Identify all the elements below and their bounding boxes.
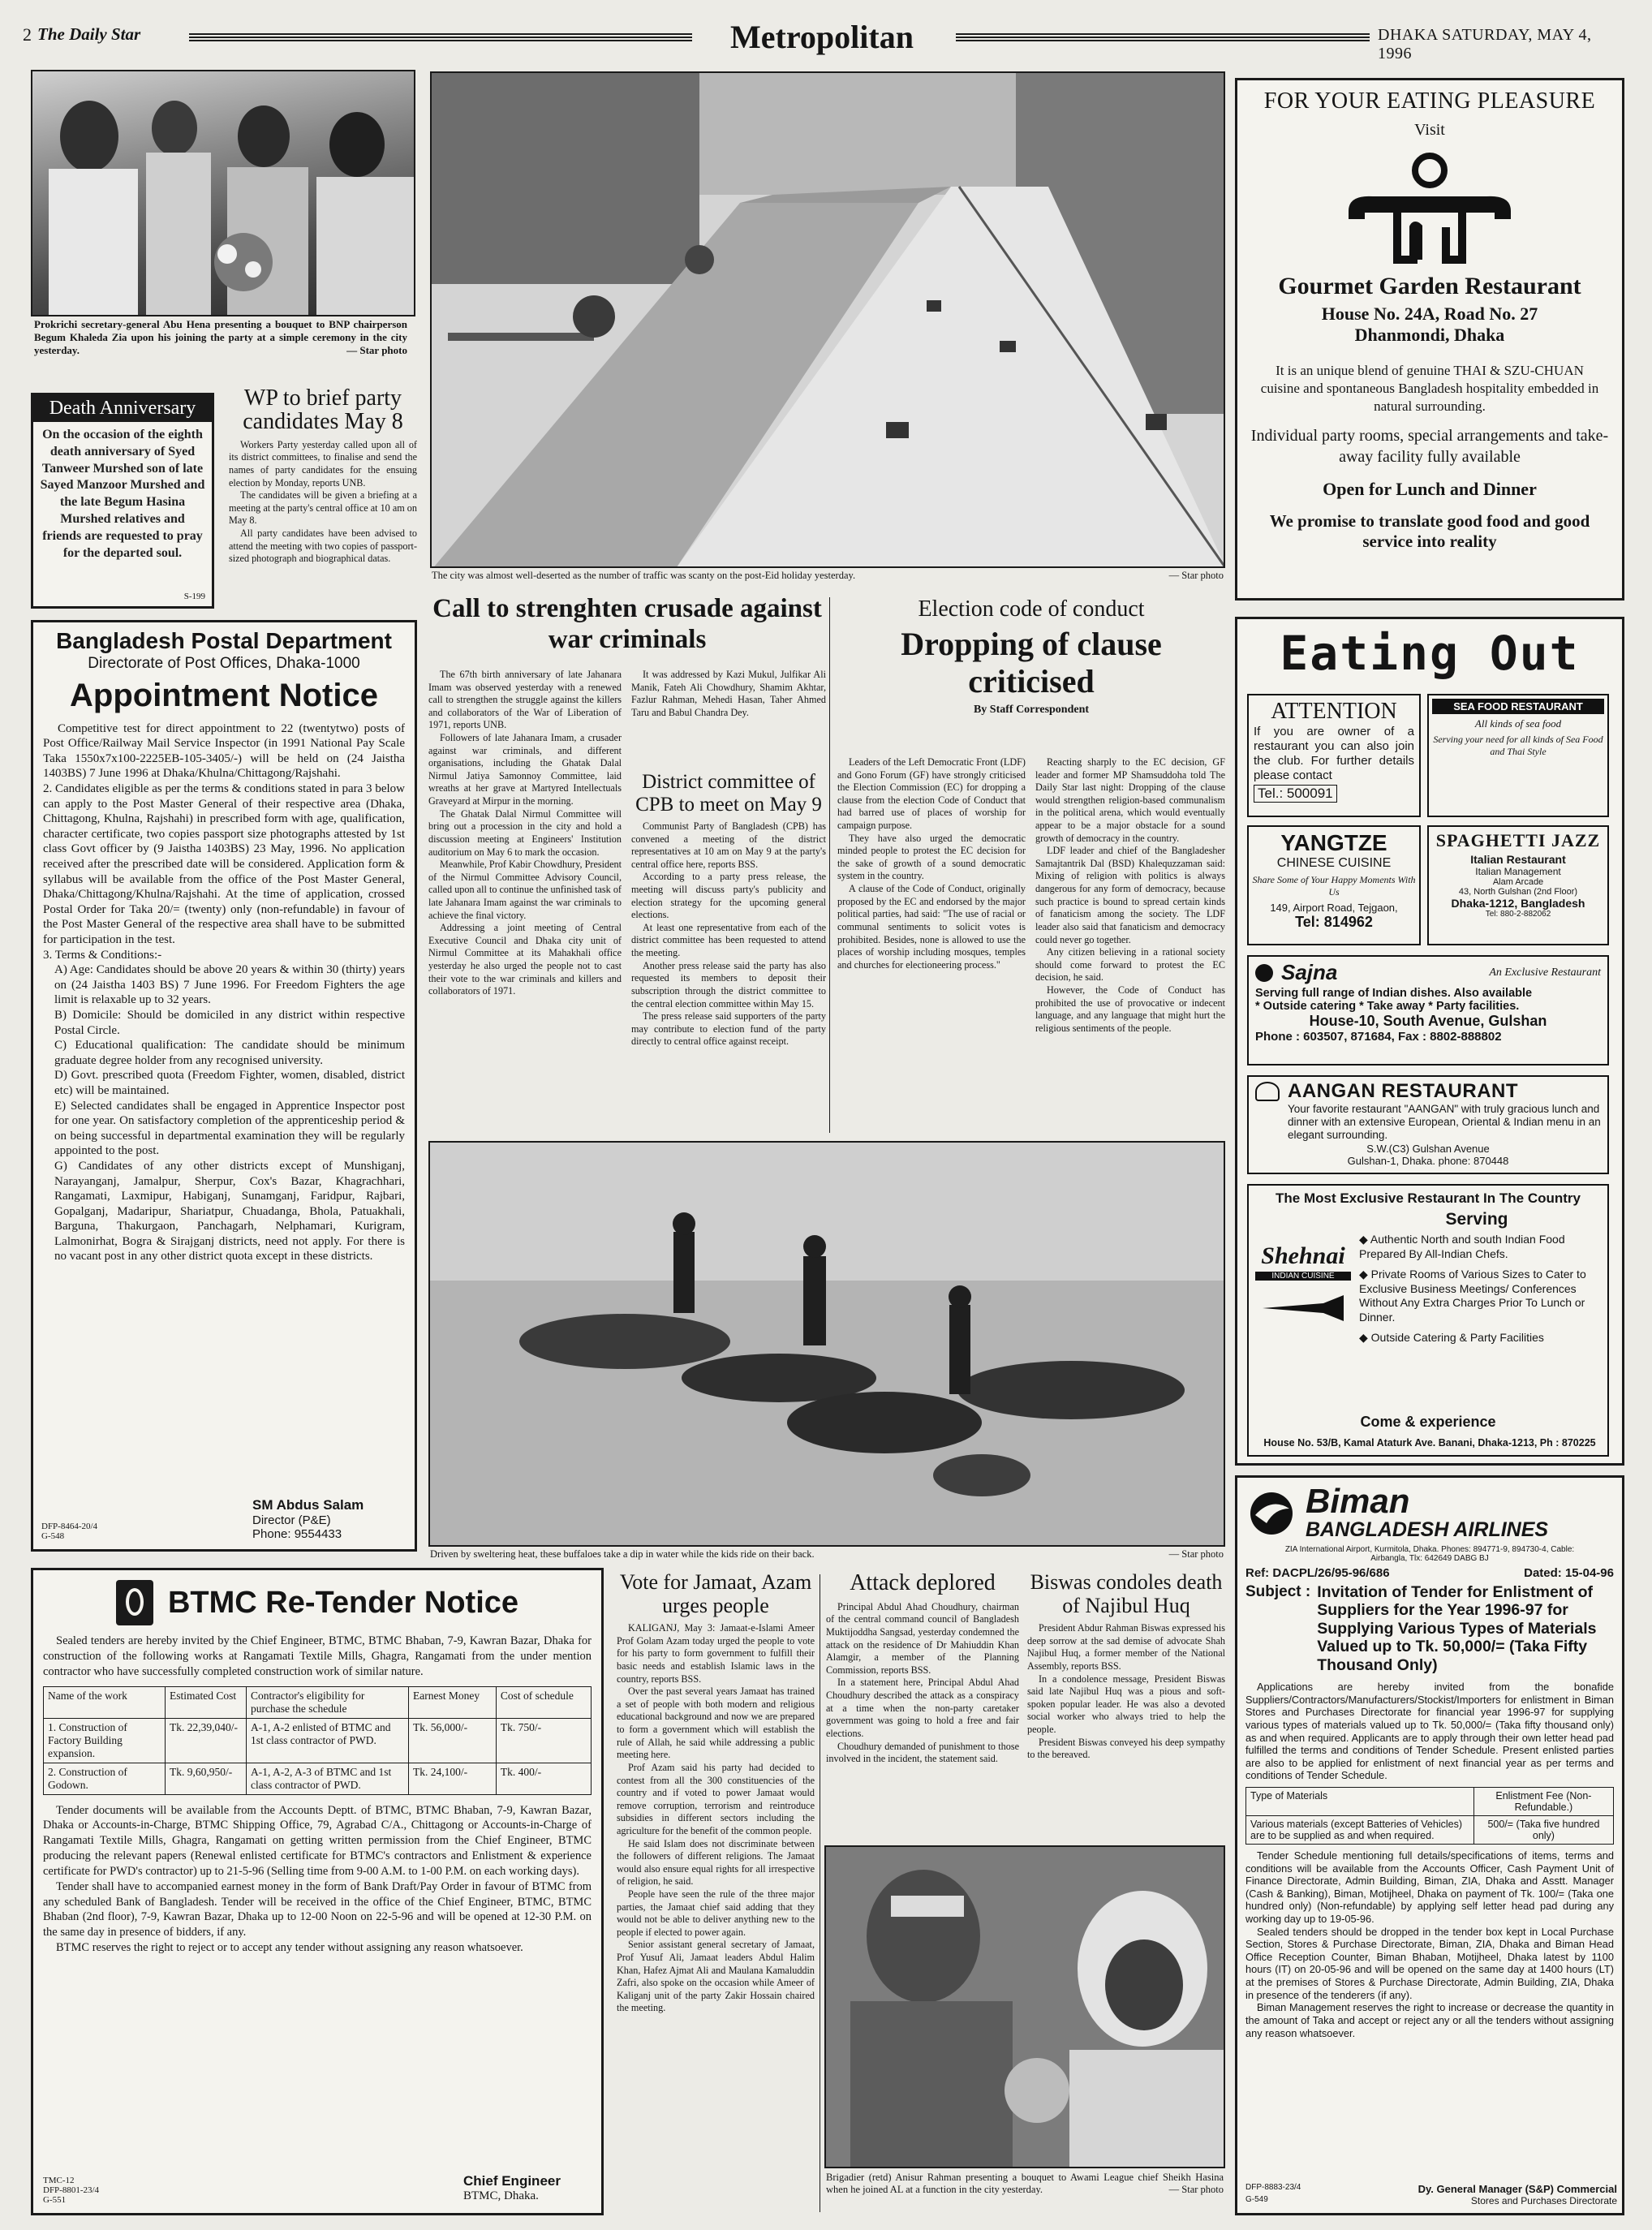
election-col-1 [837,756,1026,1134]
photo2-caption [432,570,1224,588]
biman-subject: Invitation of Tender for Enlistment of Suppliers for the Year 1996-97 for Supplying Various Types of Materials Valued up to Tk. 50,000/= (Taka Fifty Thousand Only) [1317,1583,1597,1674]
crusade-paragraph: The Ghatak Dalal Nirmul Committee will bring out a procession in the city and hold a discussion meeting at Engineers' Institution auditorium on May 6 to mark the occasion. [428,807,622,858]
postal-designation: Director (P&E) [252,1513,331,1527]
postal-phone: Phone: 9554433 [252,1527,342,1541]
postal-signer: SM Abdus Salam [252,1497,364,1513]
postal-dept: Bangladesh Postal Department [56,628,392,653]
photo4-credit: — Star photo [1168,2184,1224,2196]
yangtze-address: 149, Airport Road, Tejgaon, [1270,902,1398,914]
btmc-intro: Sealed tenders are hereby invited by the Chief Engineer, BTMC, BTMC Bhaban, 7-9, Kawran Bazar, Dhaka for construction of the following works at Rangamati Textile Mills, Ghagra, Rangamati from the under mention contractor who have successfully completed construction work of similar nature. [43,1634,592,1678]
shehnai-bullets [1359,1233,1599,1345]
shehnai-serving: Serving [1445,1210,1508,1229]
spaghetti-line: Alam Arcade [1492,877,1544,887]
wp-paragraph: Workers Party yesterday called upon all of its district committees, to finalise and send the names of party candidates for the ensuing election by Monday, reports UNB. [229,438,417,489]
election-article [837,597,1225,1134]
crusade-paragraph: It was addressed by Kazi Mukul, Julfikar Ali Manik, Fateh Ali Chowdhury, Shamim Akhtar, Fazlur Rahman, Mehedi Hasan, Taher Ahmed Taru and Babul Chandra Dey. [631,669,826,718]
table-cell: 1. Construction of Factory Building expansion. [44,1718,166,1763]
jamaat-paragraph: KALIGANJ, May 3: Jamaat-e-Islami Ameer Prof Golam Azam today urged the people to vote for his party to form government to fulfill their basic needs and establish Islamic laws in the country, reports BSS. [617,1622,815,1685]
biman-paragraph: Biman Management reserves the right to increase or decrease the quantity in the amount of Taka and accept or reject any or all the tenders without assigning any reason whatsoever. [1245,2001,1614,2039]
postal-term-a: A) Age: Candidates should be above 20 years & within 30 (thirty) years on (24 Jaistha 1403 BS) 7 June 1996. For Freedom Fighters the age limit is relaxable up to 32 years. [54,963,405,1007]
page-number: 2 [23,24,32,45]
shehnai-bullet-text: Authentic North and south Indian Food Prepared By All-Indian Chefs. [1359,1233,1565,1260]
paper-name: The Daily Star [37,24,141,44]
btmc-signature [463,2173,561,2203]
wp-paragraph: The candidates will be given a briefing at a meeting at the party's central office at 10 am on May 8. [229,489,417,527]
postal-sub: Directorate of Post Offices, Dhaka-1000 [88,654,360,672]
death-anniversary-title: Death Anniversary [33,395,212,422]
btmc-title: BTMC Re-Tender Notice [167,1585,519,1620]
postal-term-b: B) Domicile: Should be domiciled in any district within respective Postal Circle. [54,1008,405,1037]
sajna-line: Serving full range of Indian dishes. Also available [1255,987,1533,1000]
shehnai-instrument-icon [1258,1292,1348,1324]
gourmet-address-2: Dhanmondi, Dhaka [1354,325,1505,345]
gourmet-garden-ad [1235,78,1624,601]
crusade-headline: Call to strenghten crusade against war criminals [432,594,822,654]
table-cell: Tk. 400/- [496,1763,591,1794]
spaghetti-name: SPAGHETTI JAZZ [1435,830,1601,850]
jamaat-paragraph: People have seen the rule of the three major parties, the Jamaat chief said adding that they would not be able to deliver anything new to the people if elected to power again. [617,1888,815,1938]
masthead-rule-right [956,32,1370,41]
biman-paragraph: Applications are hereby invited from the bonafide Suppliers/Contractors/Manufacturers/Stockist/Importers for enlistment in Biman Stores and Purchases Directorate for financial year 1996-97 for supplying various types of materials valued up to Tk. 50,000/= (Taka fifty thousand only) as and when required. Applicants are to apply through their own letter head pad fulfilled the terms and conditions of Tender Schedule. Present enlisted parties are also to be applied for enlistment of next financial year as per terms and conditions of Tender Schedule. [1245,1681,1614,1782]
photo1-caption [34,318,407,380]
btmc-signer: Chief Engineer [463,2173,561,2189]
biswas-body [1027,1622,1225,1820]
section-title: Metropolitan [730,19,914,55]
attack-paragraph: Principal Abdul Ahad Choudhury, chairman of the central command council of Bangladesh Muktijoddha Sangsad, yesterday condemned the attack on the residence of Dr Mahiuddin Khan Alamgir, a member of the Planning Commission, reports BSS. [826,1600,1019,1676]
cpb-paragraph: At least one representative from each of the district committee has been requested to attend the meeting. [631,921,826,959]
eating-out-title: Eating Out [1280,626,1580,681]
attention-title: ATTENTION [1271,699,1397,724]
gourmet-description: It is an unique blend of genuine THAI & SZU-CHUAN cuisine and spontaneous Bangladesh hospitality embedded in natural surrounding. [1260,363,1599,415]
photo-buffaloes [428,1141,1225,1547]
photo-bnp-bouquet [31,70,415,316]
aangan-text: Your favorite restaurant "AANGAN" with truly gracious lunch and dinner with an extensive European, Oriental & Indian menu in an elegant surrounding. [1288,1103,1601,1142]
table-row [44,1763,592,1794]
gourmet-rooms: Individual party rooms, special arrangements and take-away facility fully available [1250,427,1609,467]
table-row [44,1718,592,1763]
biswas-headline: Biswas condoles death of Najibul Huq [1030,1570,1223,1617]
election-col-2 [1035,756,1225,1134]
btmc-paragraph: BTMC reserves the right to reject or to accept any tender without assigning any reason whatsoever. [56,1941,523,1955]
attack-body [826,1601,1019,1832]
spaghetti-line: Dhaka-1212, Bangladesh [1451,897,1585,910]
aangan-address: S.W.(C3) Gulshan Avenue [1366,1142,1490,1155]
gourmet-address-1: House No. 24A, Road No. 27 [1321,304,1538,324]
attention-box [1247,694,1421,817]
cpb-paragraph: According to a party press release, the meeting will discuss party's publicity and election strategy for the upcoming general elections. [631,871,826,921]
jamaat-headline: Vote for Jamaat, Azam urges people [619,1570,812,1617]
spaghetti-line: 43, North Gulshan (2nd Floor) [1458,887,1578,897]
crusade-paragraph: Meanwhile, Prof Kabir Chowdhury, President of the Nirmul Committee Advisory Council, called upon all to continue the unfinished task of late Jahanara Imam against the war criminals to achieve the final victory. [428,859,622,921]
btmc-table [43,1686,592,1795]
election-headline: Dropping of clause criticised [901,625,1162,700]
sajna-box [1247,955,1609,1065]
sajna-phone: Phone : 603507, 871684, Fax : 8802-888802 [1255,1030,1502,1044]
shehnai-bullet-text: Private Rooms of Various Sizes to Cater to Exclusive Business Meetings/ Conferences Without Any Extra Charges Prior To Lunch or Dinner. [1359,1268,1586,1324]
seafood-line-2: Serving your need for all kinds of Sea Food and Thai Style [1433,734,1603,757]
sajna-name: Sajna [1281,960,1338,984]
biman-signer: Dy. General Manager (S&P) Commercial [1418,2183,1617,2195]
biman-footer [1245,2183,1617,2206]
postal-term-g: G) Candidates of any other districts except of Munshiganj, Narayanganj, Jamalpur, Sherpur, Cox's Bazar, Khagrachhari, Rangamati, Laxmipur, Habiganj, Sunamganj, Faridpur, Rajbari, Gopalganj, Madaripur, Shariatpur, Chuadanga, Bhola, Patuakhali, Barguna, Thakurgaon, Panchagarh, Nelphamari, Kurigram, Lalmonirhat, Bogra & Sirajganj districts, need not apply. For there is no vacant post in any other district quota except in these districts. [54,1159,405,1264]
death-anniversary-code: S-199 [183,592,205,601]
election-paragraph: Any citizen believing in a rational society should come forward to protest the EC decision, he said. [1035,946,1225,984]
biman-subject-label: Subject : [1245,1583,1311,1600]
table-cell: Tk. 24,100/- [409,1763,497,1794]
table-cell: A-1, A-2 enlisted of BTMC and 1st class contractor of PWD. [247,1718,409,1763]
attention-tel: Tel.: 500091 [1254,785,1337,803]
btmc-ref: TMC-12 [43,2176,75,2185]
attention-text: If you are owner of a restaurant you can also join the club. For further details please contact [1254,725,1414,782]
shehnai-bullet: ◆ Private Rooms of Various Sizes to Cater to Exclusive Business Meetings/ Conferences Without Any Extra Charges Prior To Lunch or Dinner. [1359,1268,1586,1324]
cpb-paragraph: Communist Party of Bangladesh (CPB) has convened a meeting of the district representatives at 10 am on May 9 at the party's central office here, reports BSS. [631,820,826,870]
gourmet-open: Open for Lunch and Dinner [1323,479,1537,500]
biman-paragraph: Sealed tenders should be dropped in the tender box kept in Local Purchase Section, Stores & Purchase Directorate, Biman, ZIA, Dhaka and Biman Head Office Reception Counter, Biman Bhaban, Motijheel, Dhaka latest by 1100 hours (IT) on 20-05-96 and will be opened on the same day at 1400 hours (LT) at the premises of Stores & Purchase Directorate, Admin Building, ZIA, Dhaka in presence of the tenderers (if any). [1245,1925,1614,2001]
attack-paragraph: Choudhury demanded of punishment to those involved in the incident, the statement said. [826,1740,1019,1765]
postal-title: Appointment Notice [70,677,378,713]
column-rule [829,597,830,1133]
photo2-caption-text: The city was almost well-deserted as the number of traffic was scanty on the post-Eid holiday yesterday. [432,570,856,581]
photo3-caption-text: Driven by sweltering heat, these buffaloes take a dip in water while the kids ride on their back. [430,1548,815,1560]
btmc-retender-notice [31,1568,604,2215]
table-cell: A-1, A-2, A-3 of BTMC and 1st class contractor of PWD. [247,1763,409,1794]
election-paragraph: LDF leader and chief of the Bangladesher Samajtantrik Dal (BSD) Khalequzzaman said: Mixing of religion with politics is always dangerous for any form of democracy, because such practice is bound to spread certain kinds of fanaticism among the society. The LDF leader also said that fanaticism and democracy could never go together. [1035,845,1225,945]
seafood-title: SEA FOOD RESTAURANT [1432,699,1604,714]
table-cell: 500/= (Taka five hundred only) [1473,1815,1613,1844]
btmc-paragraph: Tender shall have to accompanied earnest money in the form of Bank Draft/Pay Order in favour of BTMC from any scheduled Bank of Bangladesh. Tender will be received in the office of the Chief Engineer, BTMC, BTMC Bhaban (2nd floor), 7-9, Kawran Bazar, Dhaka up to 12-00 Noon on 22-5-96 and will be opened at 12-30 P.M. on the same day in presence of bidders, if any. [43,1879,592,1939]
photo4-caption-text: Brigadier (retd) Anisur Rahman presenting a bouquet to Awami League chief Sheikh Hasina when he joined AL at a function in the city yesterday. [826,2172,1224,2196]
biman-name: Biman [1306,1482,1410,1520]
gourmet-promise: We promise to translate good food and good service into reality [1269,511,1590,552]
attack-headline: Attack deplored [850,1570,996,1595]
wp-body [229,439,417,601]
table-row [1246,1815,1614,1844]
btmc-paragraph: Tender documents will be available from the Accounts Deptt. of BTMC, BTMC Bhaban, 7-9, Kawran Bazar, Dhaka or Accounts-in-Charge, BTMC Shipping Office, 79, Agrabad C/A., Chittagong or Accounts-in-Charge of Rangamati Textile Mills, Ghagra, Rangamati on getting written permission from the Chief Engineer, BTMC producing the relevant papers (Renewal enlisted certificate for BTMC's contractors and Enlistment & experience certificate for PWD's contractor) up to 21-5-96 (Selling time from 9-00 A.M. to 1-00 P.M. on each working days). [43,1803,592,1878]
shehnai-come: Come & experience [1360,1414,1496,1430]
jamaat-paragraph: Over the past several years Jamaat has trained a set of people with both modern and religious educational background and now we are prepared to form a government which will establish the rule of Allah, he said while addressing a public meeting here. [617,1685,815,1761]
election-paragraph: However, the Code of Conduct has prohibited the use of provocative or indecent language, and any language that might hurt the religious sentiments of the people. [1035,984,1225,1034]
postal-item-3: 3. Terms & Conditions:- [43,948,162,962]
shehnai-bullet: ◆ Authentic North and south Indian Food Prepared By All-Indian Chefs. [1359,1233,1565,1260]
btmc-body [43,1803,592,1956]
masthead-rule-left [189,32,692,41]
shehnai-top: The Most Exclusive Restaurant In The Country [1276,1190,1581,1206]
photo-buffalo-scene [430,1143,1225,1547]
gourmet-logo-icon [1340,146,1519,268]
crusade-paragraph: The 67th birth anniversary of late Jahanara Imam was observed yesterday with a renewed call to strengthen the struggle against the killers and collaborators of the War of Liberation of 1971, reports UNB. [428,669,622,731]
biman-address: ZIA International Airport, Kurmitola, Dhaka. Phones: 894771-9, 894730-4, Cable: Airbangla, Tlx: 642649 DABG BJ [1284,1545,1575,1563]
gourmet-name: Gourmet Garden Restaurant [1278,273,1581,299]
cpb-paragraph: The press release said supporters of the party may contribute to election fund of the party directly to central office against receipt. [631,1010,826,1048]
biswas-paragraph: President Abdur Rahman Biswas expressed his deep sorrow at the sad demise of advocate Shah Najibul Huq, a former member of the National Assembly, reports BSS. [1027,1622,1225,1672]
election-paragraph: Reacting sharply to the EC decision, GF leader and former MP Shamsuddoha told The Daily Star last night: Dropping of the clause would strengthen religion-based communalism in the political arena, which would eventually appear to be a major obstacle for a sound growth of democracy in the country. [1035,756,1225,844]
table-cell: Various materials (except Batteries of Vehicles) are to be supplied as and when required. [1246,1815,1474,1844]
btmc-col-header: Cost of schedule [496,1686,591,1718]
election-paragraph: Leaders of the Left Democratic Front (LDF) and Gono Forum (GF) have strongly criticised the Election Commission (EC) for dropping a clause from the election Code of Conduct that had barred use of places of worship for campaign purpose. [837,756,1026,832]
photo3-caption [430,1548,1224,1566]
photo3-credit: — Star photo [1168,1548,1224,1560]
photo2-credit: — Star photo [1168,570,1224,581]
photo1-caption-text: Prokrichi secretary-general Abu Hena presenting a bouquet to BNP chairperson Begum Khaleda Zia upon his joining the party at a simple ceremony in the city yesterday. [34,318,407,356]
election-kicker: Election code of conduct [918,596,1145,622]
photo-al-people [826,1847,1225,2168]
jamaat-body [617,1622,815,2206]
jamaat-paragraph: He said Islam does not discriminate between the followers of different religions. The Jamaat would also ensure equal rights for all irrespective of religion, he said. [617,1837,815,1888]
btmc-col-header: Estimated Cost [166,1686,247,1718]
sajna-line: * Outside catering * Take away * Party facilities. [1255,1000,1520,1013]
jamaat-paragraph: Senior assistant general secretary of Jamaat, Prof Yusuf Ali, Jamaat leaders Abdul Halim Khan, Hafez Ajmat Ali and Maulana Kamaluddin Zafri, also spoke on the occasion while Ameer of Kaliganj unit of the party Zakir Hossain chaired the meeting. [617,1939,815,2014]
yangtze-name: YANGTZE [1280,830,1387,855]
crusade-col2-body [631,669,826,766]
biman-ref-code: DFP-8883-23/4 [1245,2183,1301,2192]
photo-al-bouquet [824,1845,1225,2168]
photo4-caption [826,2172,1224,2215]
death-anniversary-box [31,393,214,609]
election-paragraph: They have also urged the democratic minded people to protest the EC decision for the sake of growth of a sound democratic system in the country. [837,832,1026,882]
table-cell: Tk. 9,60,950/- [166,1763,247,1794]
gourmet-visit: Visit [1414,121,1445,139]
jamaat-article [617,1571,815,2215]
spaghetti-tel: Tel: 880-2-882062 [1485,910,1551,919]
sajna-logo-icon [1255,964,1273,982]
shehnai-name: Shehnai [1261,1242,1345,1269]
table-cell: 2. Construction of Godown. [44,1763,166,1794]
btmc-logo-icon [116,1580,153,1625]
postal-refs [41,1522,97,1541]
biman-col-header: Type of Materials [1246,1787,1474,1815]
aangan-box [1247,1075,1609,1174]
crusade-paragraph: Followers of late Jahanara Imam, a crusader against war criminals, and different organisations, including the Ghatak Dalal Nirmul Jatiya Samonnoy Committee, laid wreaths at her grave at Martyred Intellectuals Graveyard at Mirpur in the morning. [428,732,622,807]
shehnai-bullet-text: Outside Catering & Party Facilities [1370,1331,1544,1344]
table-cell: Tk. 22,39,040/- [166,1718,247,1763]
postal-ref: G-548 [41,1531,65,1541]
biswas-paragraph: President Biswas conveyed his deep sympathy to the bereaved. [1027,1736,1225,1761]
biman-ref-code: G-549 [1245,2195,1268,2204]
election-paragraph: A clause of the Code of Conduct, originally proposed by the EC and endorsed by the major political parties, had said: "The use of racial or communal sentiments to solicit votes is prohibited. Besides, none is allowed to use the places of worship including mosques, temples and churches for electioneering process." [837,883,1026,971]
postal-term-d: D) Govt. prescribed quota (Freedom Fighter, women, disabled, district etc) will be maintained. [54,1069,405,1097]
photo-deserted-street [430,71,1225,568]
crusade-paragraph: Addressing a joint meeting of Central Executive Council and Dhaka city unit of Nirmul Committee at its Mahakhali office yesterday he also urged the people not to cast their vote to the war criminals and killers and collaborators of 1971. [428,922,622,997]
photo-bnp-people [32,71,415,316]
biman-table [1245,1787,1614,1845]
biman-signer-2: Stores and Purchases Directorate [1470,2195,1617,2206]
btmc-ref: DFP-8801-23/4 [43,2185,100,2195]
shehnai-bullet: ◆ Outside Catering & Party Facilities [1359,1331,1544,1344]
jamaat-paragraph: Prof Azam said his party had decided to contest from all the 300 constituencies of the country and if voted to power Jamaat would remove corruption, terrorism and reintroduce subsidies in different sectors including the agriculture for the benefit of the common people. [617,1761,815,1836]
crusade-col-2 [631,669,826,1134]
postal-body [43,721,405,1264]
wp-paragraph: All party candidates have been advised to attend the meeting with two copies of passport-sized photograph and biographical datas. [229,527,417,565]
yangtze-sub: CHINESE CUISINE [1276,856,1392,870]
shehnai-logo [1255,1242,1351,1328]
cpb-paragraph: Another press release said the party has also requested its members to deposit their subscription through the district committee to the central election committee within May 15. [631,959,826,1010]
crusade-col-1 [428,669,622,1134]
postal-signature [252,1497,407,1541]
election-byline: By Staff Correspondent [973,703,1090,716]
postal-term-e: E) Selected candidates shall be engaged in Apprentice Inspector post for one year. On satisfactory completion of the apprenticeship period & on being successful in departmental examination they will be regularly appointed to the post. [54,1099,405,1158]
postal-appointment-notice [31,620,417,1552]
biman-ref: Ref: DACPL/26/95-96/686 [1245,1566,1390,1580]
biswas-article [1027,1571,1225,1839]
death-anniversary-text: On the occasion of the eighth death anniversary of Syed Tanweer Murshed son of late Sayed Manzoor Murshed and the late Begum Hasina Murshed relatives and friends are requested to pray for the departed soul. [40,428,205,560]
btmc-header [43,1580,592,1625]
postal-term-c: C) Educational qualification: The candidate should be minimum graduate degree holder from any recognised university. [54,1039,405,1067]
postal-intro: Competitive test for direct appointment to 22 (twentytwo) posts of Post Office/Railway Mail Service Inspector (in 1991 National Pay Scale Taka 1550x7x100-2225EB-105-3405/-) will be held on (24 Jaistha 1403BS) 7 June 1996 at Dhaka/Khulna/Chittagong/Rajshahi. [43,721,405,781]
biman-col-header: Enlistment Fee (Non-Refundable.) [1473,1787,1613,1815]
cpb-headline: District committee of CPB to meet on May 9 [635,771,822,816]
gourmet-headline: FOR YOUR EATING PLEASURE [1263,88,1596,114]
biman-logo-icon [1245,1491,1297,1536]
btmc-col-header: Contractor's eligibility for purchase the schedule [247,1686,409,1718]
table-cell: Tk. 750/- [496,1718,591,1763]
dateline: DHAKA SATURDAY, MAY 4, 1996 [1378,26,1592,62]
biman-tender-notice [1235,1475,1624,2215]
btmc-ref: G-551 [43,2195,67,2205]
btmc-col-header: Name of the work [44,1686,166,1718]
table-cell: Tk. 56,000/- [409,1718,497,1763]
crusade-article [428,594,826,1134]
aangan-logo-icon [1255,1082,1280,1101]
attack-paragraph: In a statement here, Principal Abdul Ahad Choudhury described the attack as a conspiracy at a time when the non-party caretaker government was going to hold a free and fair elections. [826,1677,1019,1739]
photo1-credit: — Star photo [346,343,407,356]
spaghetti-sub: Italian Restaurant [1470,853,1566,866]
shehnai-address: House No. 53/B, Kamal Ataturk Ave. Banani, Dhaka-1213, Ph : 870225 [1263,1437,1596,1449]
postal-item-2: 2. Candidates eligible as per the terms & conditions stated in para 3 below can apply to the Post Master General of their respective area (Dhaka, Chittagong, Khulna, Rajshahi) in prescribed form with age, qualification, character certificate, two copies passport size photographs attested by 1st class Govt officer by (9 Jaistha 1403BS) 23 May, 1996. No application received after the prescribed date will be considered. Application form & syllabus will be available from the office of the Post Master General, Dhaka/Chittagong/Khulna/Rajshahi. At the time of application, crossed Postal Order for Taka 20/= (twenty) only (non-refundable) in favour of the Post Master General of the respective area shall have to be submitted for participation in the test. [43,782,405,946]
biman-paragraph: Tender Schedule mentioning full details/specifications of items, terms and conditions will be available from the Accounts Officer, Cash Payment Unit of Finance Directorate, Admin Building, Biman, ZIA, Dhaka and Asstt. Manager (Cash & Banking), Biman, Motijheel, Dhaka on payment of Tk. 100/= (Taka one hundred only) (Non-refundable) by applying self letter head pad during any working day up to 19-05-96. [1245,1849,1614,1926]
seafood-box [1427,694,1609,817]
seafood-line-1: All kinds of sea food [1474,717,1562,730]
attack-article [826,1571,1019,1839]
biman-name-2: BANGLADESH AIRLINES [1306,1518,1549,1541]
biswas-paragraph: In a condolence message, President Biswas said late Najibul Huq was a pious and soft-spoken popular leader. He was also a devoted social worker who always tried to help the people. [1027,1672,1225,1736]
btmc-col-header: Earnest Money [409,1686,497,1718]
btmc-table-header [44,1686,592,1718]
aangan-name: AANGAN RESTAURANT [1288,1080,1519,1102]
sajna-address: House-10, South Avenue, Gulshan [1309,1013,1547,1029]
btmc-refs [43,2176,99,2205]
biman-dated: Dated: 15-04-96 [1524,1566,1614,1580]
cpb-body [631,820,826,1104]
postal-ref: DFP-8464-20/4 [41,1522,98,1531]
shehnai-sub: INDIAN CUISINE [1255,1272,1351,1281]
wp-headline: WP to brief party candidates May 8 [243,385,403,435]
eating-out-section [1235,617,1624,1466]
yangtze-tel: Tel: 814962 [1295,914,1373,930]
yangtze-tagline: Share Some of Your Happy Moments With Us [1252,874,1416,898]
yangtze-box [1247,825,1421,945]
shehnai-box [1247,1184,1609,1457]
sajna-tagline: An Exclusive Restaurant [1489,966,1601,979]
photo-street-scene [432,73,1225,568]
wp-article [229,386,417,609]
aangan-address-2: Gulshan-1, Dhaka. phone: 870448 [1347,1154,1509,1167]
btmc-org: BTMC, Dhaka. [463,2189,539,2202]
masthead [23,19,1629,63]
table-row [1246,1787,1614,1815]
spaghetti-box [1427,825,1609,945]
spaghetti-line: Italian Management [1475,866,1561,877]
